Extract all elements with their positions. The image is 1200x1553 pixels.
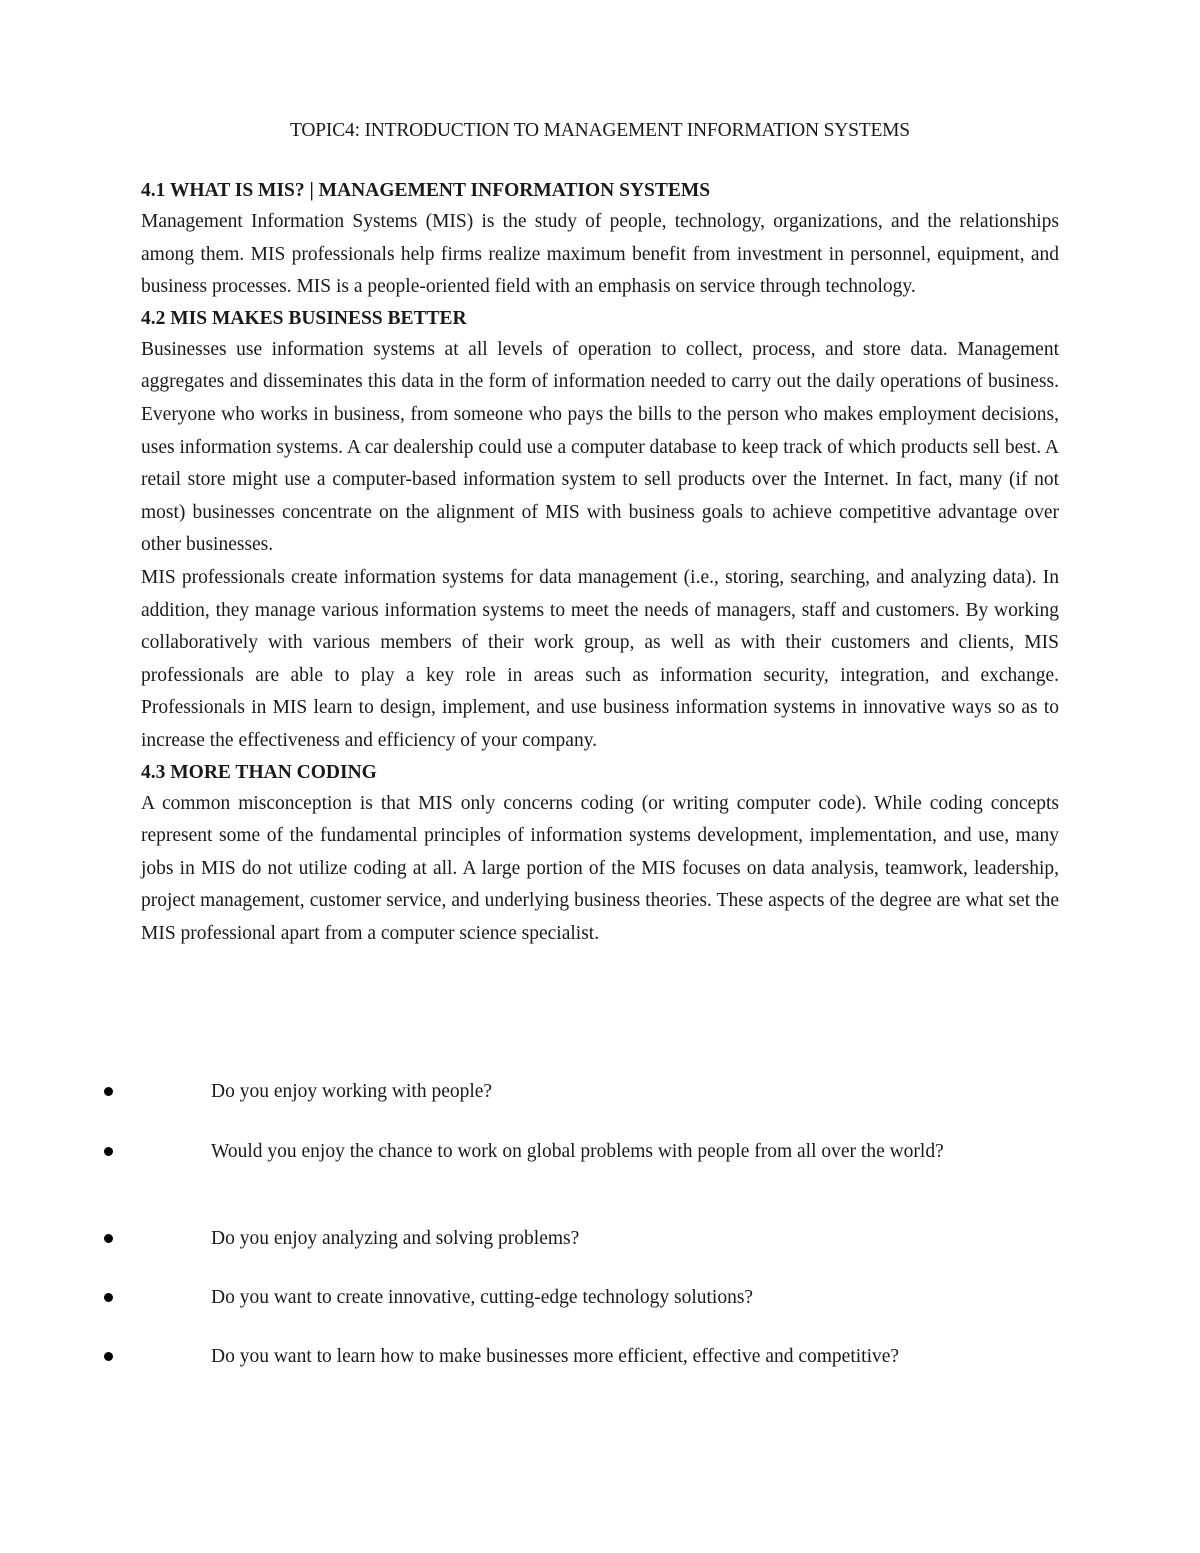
bullet-dot-icon (104, 1087, 113, 1096)
list-item-text: Would you enjoy the chance to work on global problems with people from all over the world? (211, 1141, 944, 1162)
section-heading-4-1: 4.1 WHAT IS MIS? | MANAGEMENT INFORMATION SYSTEMS (141, 180, 711, 201)
section-paragraph: MIS professionals create information systems for data management (i.e., storing, searching, and analyzing data). In addition, they manage various information systems to meet the needs of managers, staff and customers. By working collaboratively with various members of their work group, as well as with their customers and clients, MIS professionals are able to play a key role in areas such as information security, integration, and exchange. Professionals in MIS learn to design, implement, and use business information systems in innovative ways so as to increase the effectiveness and efficiency of your company. (141, 566, 1059, 751)
bullet-dot-icon (104, 1147, 113, 1156)
bullet-dot-icon (104, 1293, 113, 1302)
document-title: TOPIC4: INTRODUCTION TO MANAGEMENT INFORMATION SYSTEMS (290, 120, 910, 141)
section-paragraph: Management Information Systems (MIS) is the study of people, technology, organizations, and the relationships among them. MIS professionals help firms realize maximum benefit from investment in personnel, equipment, and business processes. MIS is a people-oriented field with an emphasis on service through technology. (141, 211, 1059, 298)
bullet-dot-icon (104, 1352, 113, 1361)
list-item-text: Do you want to create innovative, cutting-edge technology solutions? (211, 1287, 754, 1308)
list-item-text: Do you want to learn how to make businesses more efficient, effective and competitive? (211, 1346, 900, 1367)
section-heading-4-3: 4.3 MORE THAN CODING (141, 761, 377, 783)
section-paragraph: Businesses use information systems at all levels of operation to collect, process, and store data. Management aggregates and disseminates this data in the form of information needed to carry out the daily operations of business. Everyone who works in business, from someone who pays the bills to the person who makes employment decisions, uses information systems. A car dealership could use a computer database to keep track of which products sell best. A retail store might use a computer-based information system to sell products over the Internet. In fact, many (if not most) businesses concentrate on the alignment of MIS with business goals to achieve competitive advantage over other businesses. (141, 338, 1059, 556)
section-heading-4-2: 4.2 MIS MAKES BUSINESS BETTER (141, 307, 467, 329)
list-item-text: Do you enjoy working with people? (211, 1081, 493, 1102)
document-body (141, 176, 1059, 950)
list-item-text: Do you enjoy analyzing and solving problems? (211, 1228, 580, 1249)
bullet-dot-icon (104, 1234, 113, 1243)
section-paragraph: A common misconception is that MIS only concerns coding (or writing computer code). While coding concepts represent some of the fundamental principles of information systems development, implementation, and use, many jobs in MIS do not utilize coding at all. A large portion of the MIS focuses on data analysis, teamwork, leadership, project management, customer service, and underlying business theories. These aspects of the degree are what set the MIS professional apart from a computer science specialist. (141, 792, 1059, 944)
